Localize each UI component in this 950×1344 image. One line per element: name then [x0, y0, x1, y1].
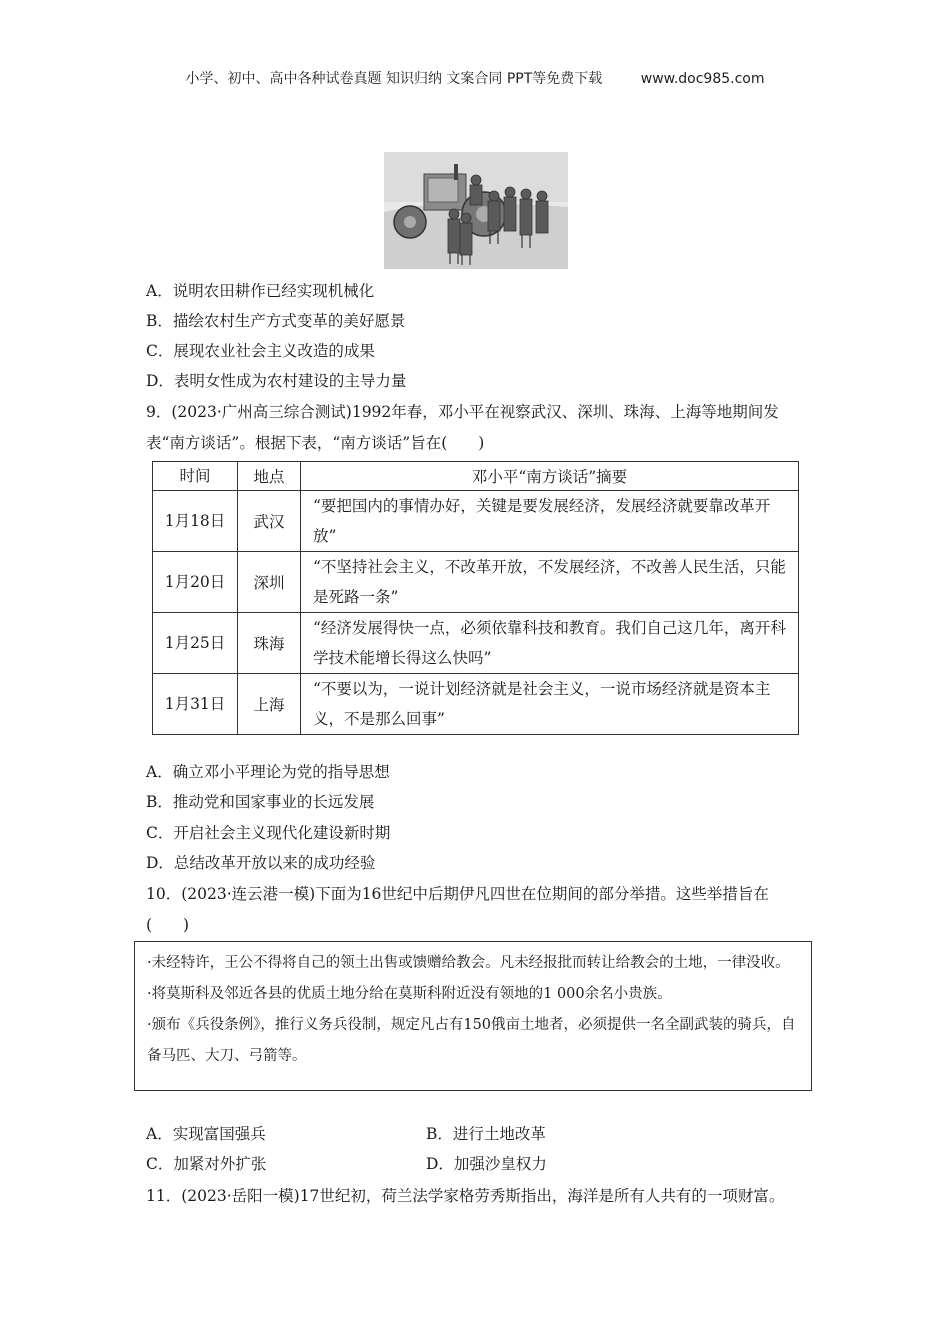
reform-measures-box — [134, 941, 812, 1091]
q8-option-c: C．展现农业社会主义改造的成果 — [146, 342, 375, 360]
table-header-row — [153, 462, 799, 491]
measure-item: ·将莫斯科及邻近各县的优质土地分给在莫斯科附近没有领地的1 000余名小贵族。 — [147, 986, 672, 1002]
q9-option-c: C．开启社会主义现代化建设新时期 — [146, 824, 391, 842]
col-place: 地点 — [238, 462, 301, 491]
measure-item: ·未经特许，王公不得将自己的领土出售或馈赠给教会。凡未经报批而转让给教会的土地，一律没收。 — [147, 955, 790, 971]
q9-option-d: D．总结改革开放以来的成功经验 — [146, 854, 376, 872]
row-summary: “要把国内的事情办好，关键是要发展经济，发展经济就要靠改革开放” — [301, 491, 799, 552]
row-summary: “不要以为，一说计划经济就是社会主义，一说市场经济就是资本主义，不是那么回事” — [301, 674, 799, 735]
q11-stem: 11．(2023·岳阳一模)17世纪初，荷兰法学家格劳秀斯指出，海洋是所有人共有的一项财富。 — [146, 1187, 785, 1205]
row-place: 深圳 — [238, 552, 301, 613]
q9-option-b: B．推动党和国家事业的长远发展 — [146, 793, 375, 811]
col-summary: 邓小平“南方谈话”摘要 — [301, 462, 799, 491]
table-row — [153, 613, 799, 674]
table-row — [153, 674, 799, 735]
q8-option-d: D．表明女性成为农村建设的主导力量 — [146, 372, 407, 390]
q8-option-b: B．描绘农村生产方式变革的美好愿景 — [146, 312, 406, 330]
table-row — [153, 552, 799, 613]
q9-option-a: A．确立邓小平理论为党的指导思想 — [146, 763, 390, 781]
tractor-illustration — [384, 152, 568, 269]
q10-option-b: B．进行土地改革 — [426, 1125, 546, 1143]
row-place: 上海 — [238, 674, 301, 735]
q10-option-d: D．加强沙皇权力 — [426, 1155, 547, 1173]
row-date: 1月18日 — [153, 491, 238, 552]
header-text: 小学、初中、高中各种试卷真题 知识归纳 文案合同 PPT等免费下载 — [185, 71, 603, 87]
q10-stem: 10．(2023·连云港一模)下面为16世纪中后期伊凡四世在位期间的部分举措。这些举措旨在( ) — [146, 885, 769, 934]
speech-summary-table — [152, 461, 799, 735]
q8-option-a: A．说明农田耕作已经实现机械化 — [146, 282, 375, 300]
measure-item: ·颁布《兵役条例》，推行义务兵役制，规定凡占有150俄亩土地者，必须提供一名全副武装的骑兵，自备马匹、大刀、弓箭等。 — [147, 1017, 796, 1064]
q9-stem: 9．(2023·广州高三综合测试)1992年春，邓小平在视察武汉、深圳、珠海、上海等地期间发表“南方谈话”。根据下表，“南方谈话”旨在( ) — [146, 403, 779, 452]
row-place: 武汉 — [238, 491, 301, 552]
col-time: 时间 — [153, 462, 238, 491]
row-place: 珠海 — [238, 613, 301, 674]
header-url[interactable]: www.doc985.com — [640, 71, 765, 87]
row-date: 1月25日 — [153, 613, 238, 674]
row-summary: “不坚持社会主义，不改革开放，不发展经济，不改善人民生活，只能是死路一条” — [301, 552, 799, 613]
q10-option-c: C．加紧对外扩张 — [146, 1155, 267, 1173]
q10-option-a: A．实现富国强兵 — [146, 1125, 266, 1143]
row-summary: “经济发展得快一点，必须依靠科技和教育。我们自己这几年，离开科学技术能增长得这么快吗” — [301, 613, 799, 674]
page-header — [0, 68, 950, 88]
row-date: 1月20日 — [153, 552, 238, 613]
row-date: 1月31日 — [153, 674, 238, 735]
table-row — [153, 491, 799, 552]
